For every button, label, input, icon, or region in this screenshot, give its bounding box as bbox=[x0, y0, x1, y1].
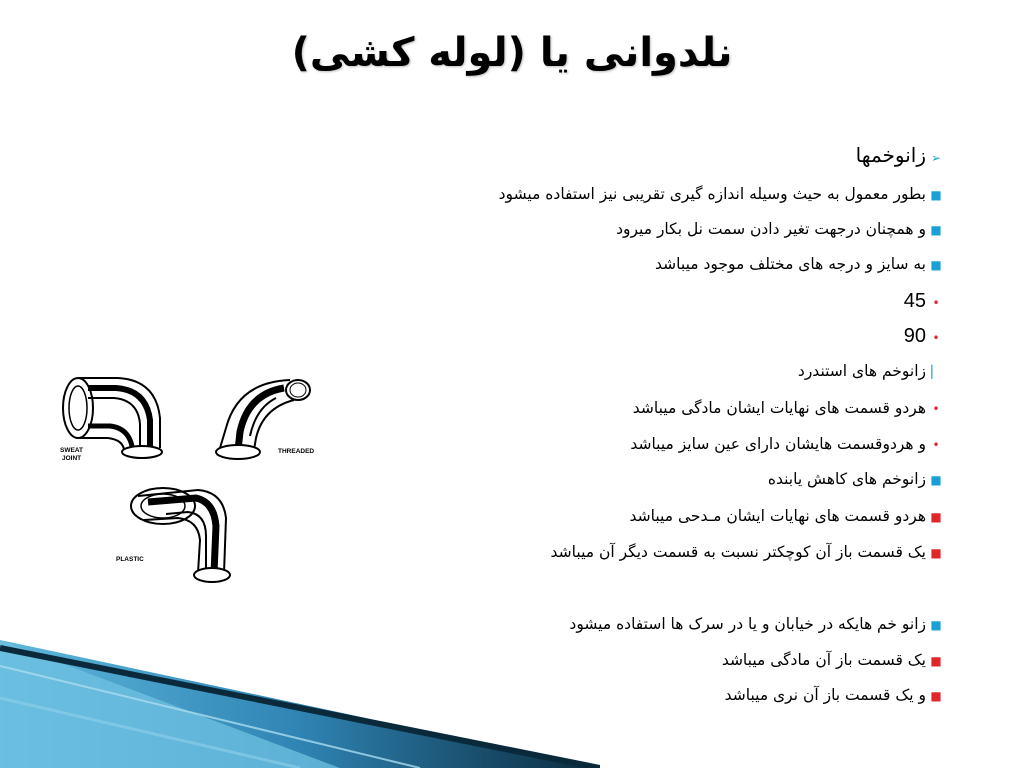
list-item-text: زانوخم های استندرد bbox=[797, 362, 926, 380]
square-bullet-icon: ■ bbox=[930, 618, 942, 632]
list-item bbox=[798, 355, 946, 387]
square-bullet-icon: ■ bbox=[930, 223, 942, 237]
list-item-text: یک قسمت باز آن کوچکتر نسبت به قسمت دیگر آن میباشد bbox=[550, 543, 926, 561]
list-item-text: زانو خم هایکه در خیابان و یا در سرک ها استفاده میشود bbox=[569, 615, 926, 633]
list-item bbox=[856, 139, 946, 171]
line-bullet-icon: ▏ bbox=[931, 365, 941, 379]
list-item-text: 45 bbox=[903, 290, 926, 312]
list-item bbox=[569, 608, 946, 640]
square-bullet-icon: ■ bbox=[930, 188, 942, 202]
list-item bbox=[725, 679, 946, 711]
square-bullet-icon: ■ bbox=[930, 546, 942, 560]
list-item-text: یک قسمت باز آن مادگی میباشد bbox=[721, 651, 926, 669]
threaded-label: THREADED bbox=[278, 448, 315, 455]
sweat-label-2: JOINT bbox=[62, 455, 82, 462]
sweat-label-1: SWEAT bbox=[60, 447, 83, 454]
list-item bbox=[768, 463, 946, 495]
list-item-text: هردو قسمت های نهایات ایشان مادگی میباشد bbox=[632, 399, 926, 417]
list-item bbox=[655, 248, 946, 280]
square-bullet-icon: ■ bbox=[930, 689, 942, 703]
dot-bullet-icon: • bbox=[932, 331, 940, 345]
list-item-text: 90 bbox=[903, 325, 926, 347]
square-bullet-icon: ■ bbox=[930, 473, 942, 487]
plastic-label: PLASTIC bbox=[116, 556, 144, 563]
list-item-text: و هردوقسمت هایشان دارای عین سایز میباشد bbox=[630, 435, 926, 453]
threaded-elbow bbox=[216, 380, 314, 459]
list-item-text: و همچنان درجهت تغیر دادن سمت نل بکار میرود bbox=[616, 220, 926, 238]
list-item bbox=[633, 392, 946, 424]
list-item-text: زانوخم های کاهش یابنده bbox=[767, 470, 926, 488]
list-item bbox=[722, 644, 946, 676]
dot-bullet-icon: • bbox=[932, 438, 940, 452]
list-item-text: بطور معمول به حیث وسیله اندازه گیری تقریبی نیز استفاده میشود bbox=[498, 185, 926, 203]
list-item bbox=[499, 178, 946, 210]
list-item bbox=[904, 320, 946, 352]
list-item-text: زانوخمها bbox=[855, 143, 926, 167]
list-item bbox=[904, 285, 946, 317]
list-item-text: هردو قسمت های نهایات ایشان مـدحی میباشد bbox=[629, 507, 926, 525]
square-bullet-icon: ■ bbox=[930, 258, 942, 272]
list-item bbox=[616, 213, 946, 245]
list-item bbox=[630, 428, 946, 460]
arrow-bullet-icon: ➢ bbox=[930, 151, 942, 165]
plastic-elbow bbox=[116, 488, 230, 582]
square-bullet-icon: ■ bbox=[930, 654, 942, 668]
slide-title: نلدوانی یا (لوله کشی) bbox=[291, 30, 733, 76]
square-bullet-icon: ■ bbox=[930, 510, 942, 524]
dot-bullet-icon: • bbox=[932, 402, 940, 416]
corner-swoosh-decoration bbox=[0, 618, 600, 768]
sweat-joint-elbow bbox=[60, 378, 162, 462]
list-item bbox=[630, 500, 946, 532]
list-item bbox=[551, 536, 946, 568]
list-item-text: به سایز و درجه های مختلف موجود میباشد bbox=[655, 255, 926, 273]
elbows-drawing bbox=[48, 368, 338, 593]
pipe-elbows-illustration bbox=[48, 368, 338, 593]
dot-bullet-icon: • bbox=[932, 296, 940, 310]
list-item-text: و یک قسمت باز آن نری میباشد bbox=[724, 686, 926, 704]
